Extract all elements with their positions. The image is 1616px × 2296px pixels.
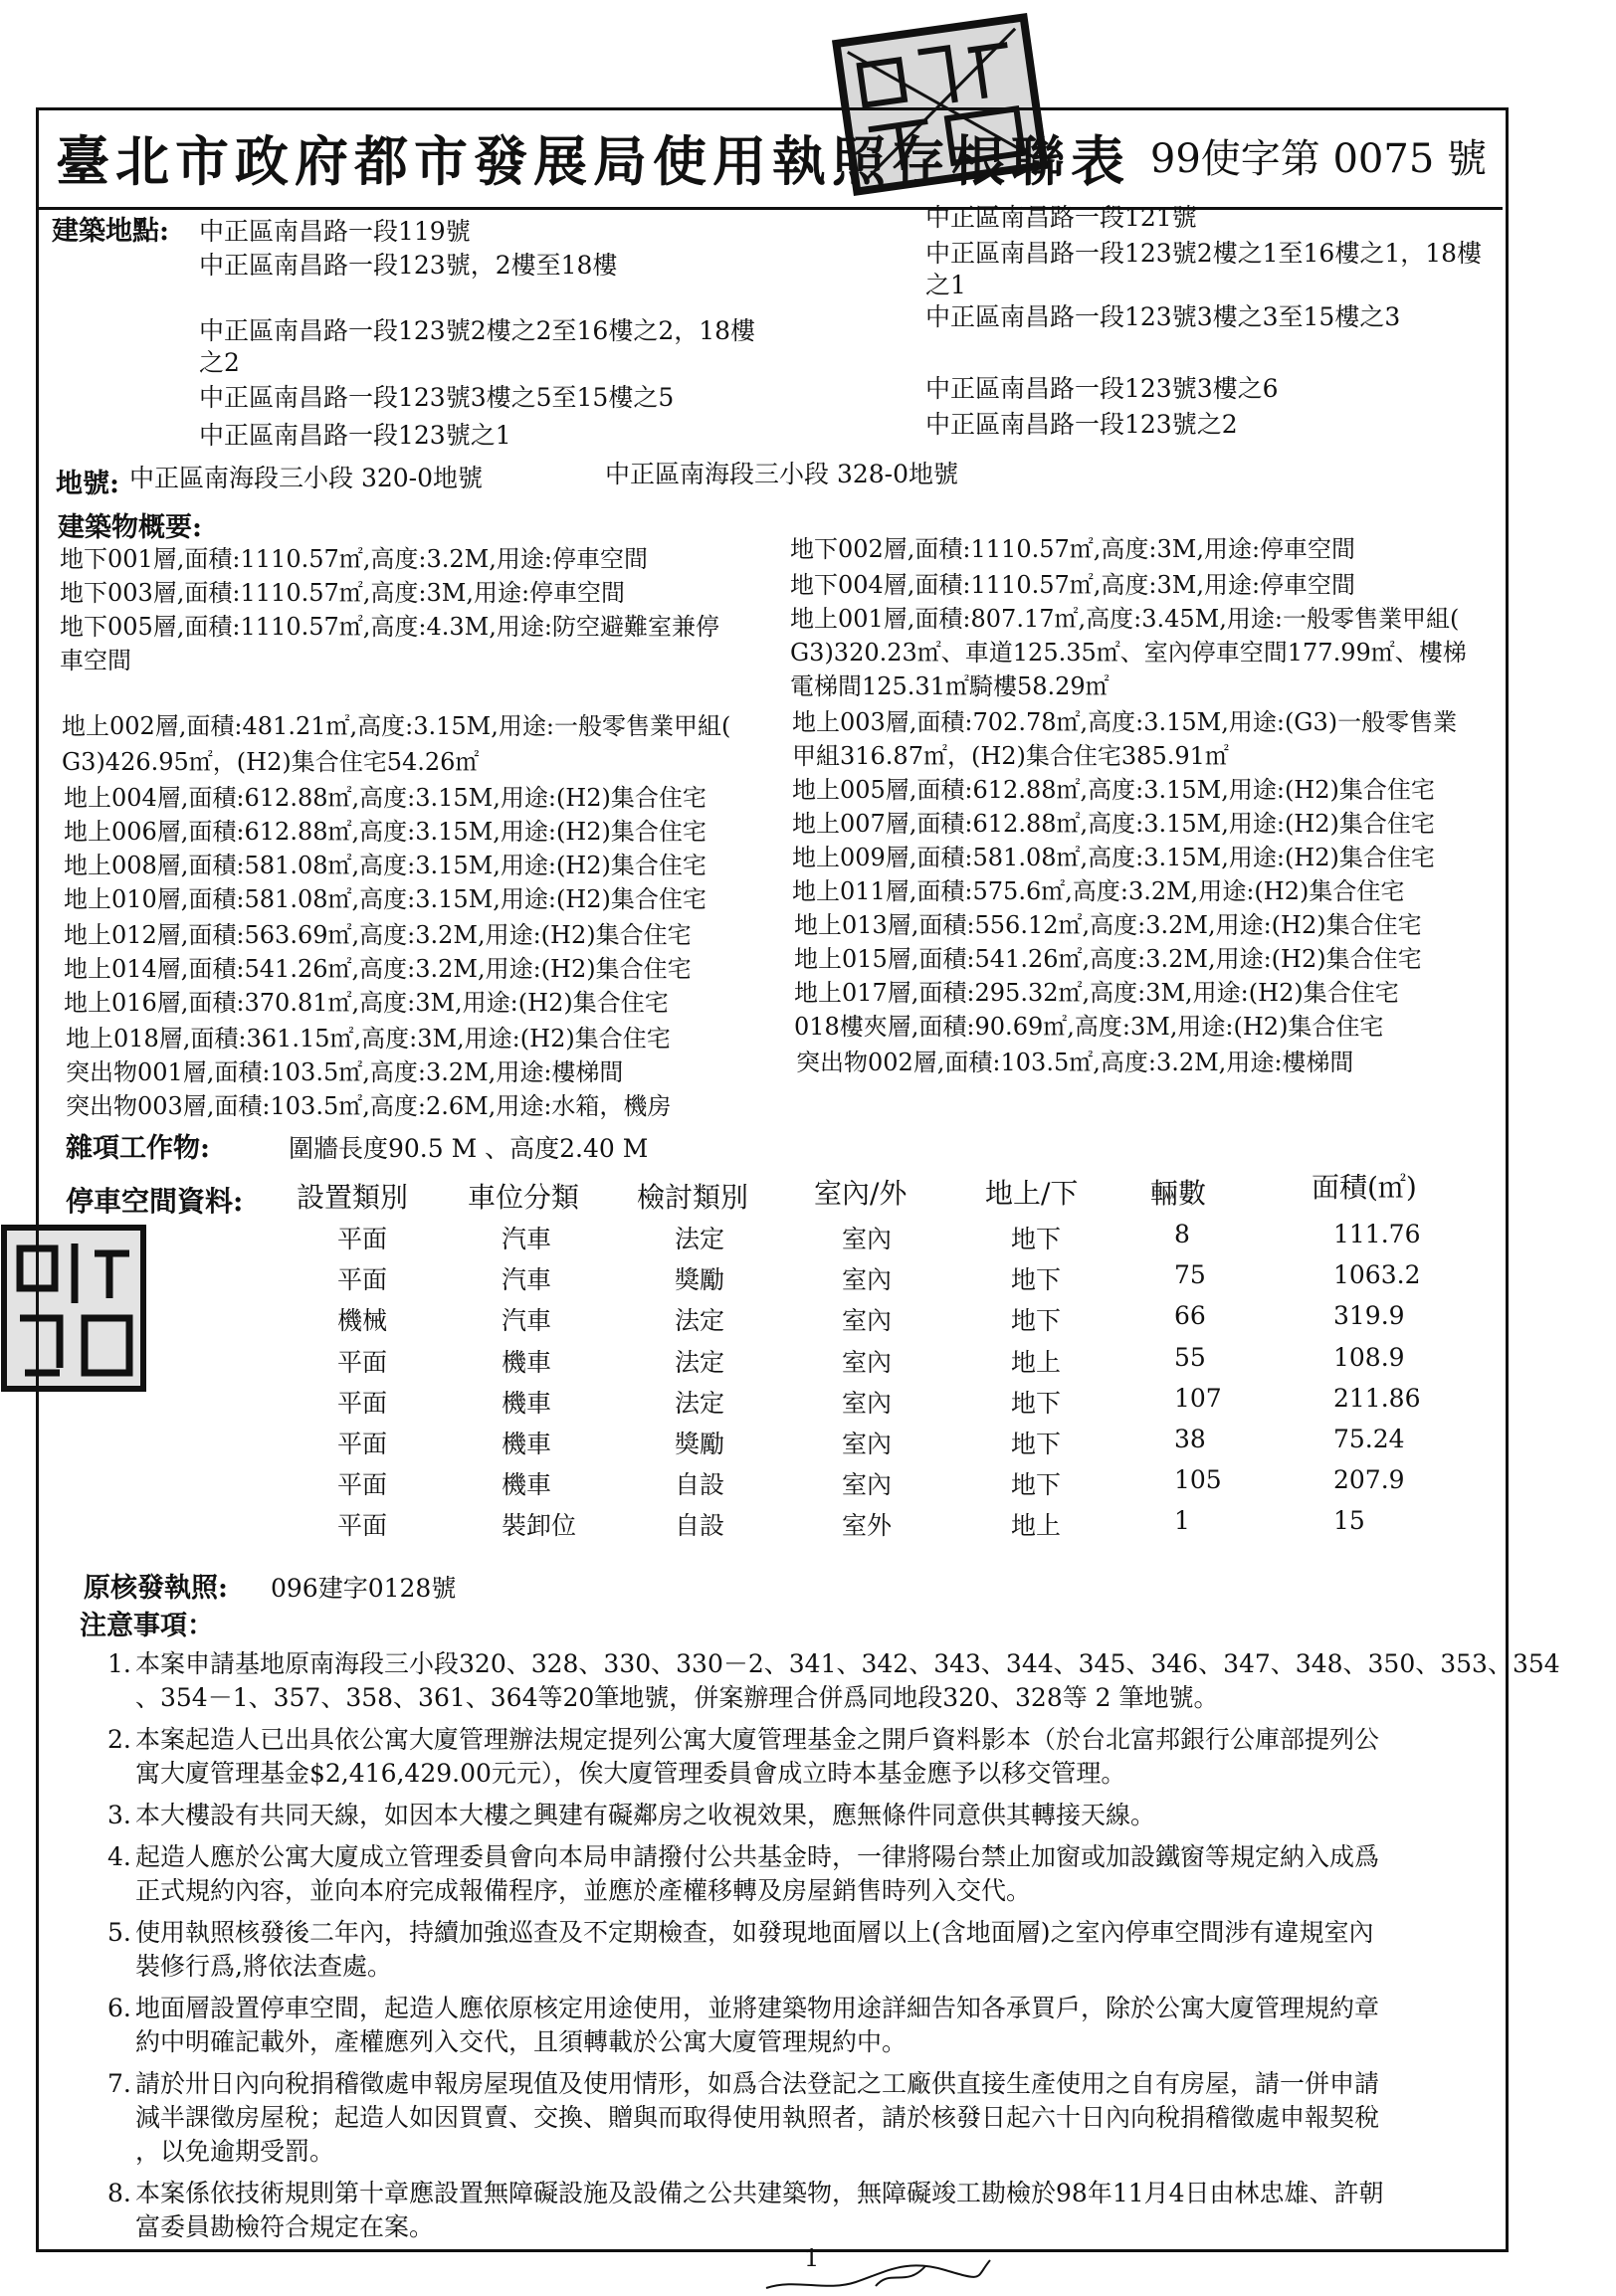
- parking-cell: 獎勵: [675, 1265, 725, 1294]
- land-label: 地號:: [56, 469, 119, 499]
- floor-row: 地上014層,面積:541.26㎡,高度:3.2M,用途:(H2)集合住宅: [64, 955, 692, 983]
- location-right-4: 中正區南昌路一段123號3樓之6: [925, 374, 1279, 403]
- floor-row: 突出物003層,面積:103.5㎡,高度:2.6M,用途:水箱，機房: [66, 1092, 672, 1120]
- floor-row: 地上005層,面積:612.88㎡,高度:3.15M,用途:(H2)集合住宅: [792, 776, 1435, 804]
- parking-cell: 平面: [337, 1470, 388, 1499]
- parking-header: 設置類別: [297, 1181, 409, 1214]
- parking-cell: 15: [1333, 1506, 1365, 1535]
- floor-row: 突出物001層,面積:103.5㎡,高度:3.2M,用途:樓梯間: [66, 1058, 624, 1086]
- floor-row: 地上002層,面積:481.21㎡,高度:3.15M,用途:一般零售業甲組(: [62, 712, 731, 740]
- floor-row: G3)320.23㎡、車道125.35㎡、室內停車空間177.99㎡、樓梯: [790, 639, 1467, 667]
- note-line: 使用執照核發後二年內，持續加強巡查及不定期檢查，如發現地面層以上(含地面層)之室內停車空間涉有違規室內: [135, 1918, 1374, 1947]
- note-line: 正式規約內容，並向本府完成報備程序，並應於產權移轉及房屋銷售時列入交代。: [135, 1876, 1032, 1905]
- parking-cell: 地下: [1011, 1470, 1062, 1499]
- building-label: 建築物概要:: [58, 512, 202, 543]
- parking-cell: 室內: [842, 1430, 893, 1458]
- note-number: 4.: [107, 1842, 131, 1871]
- parking-cell: 地上: [1011, 1511, 1062, 1540]
- parking-label: 停車空間資料:: [66, 1185, 244, 1218]
- floor-row: 地上012層,面積:563.69㎡,高度:3.2M,用途:(H2)集合住宅: [64, 921, 692, 949]
- note-number: 6.: [107, 1994, 131, 2022]
- floor-row: 地上013層,面積:556.12㎡,高度:3.2M,用途:(H2)集合住宅: [794, 911, 1422, 939]
- note-line: 請於卅日內向稅捐稽徵處申報房屋現值及使用情形，如爲合法登記之工廠供直接生產使用之自有房屋，請一併申請: [135, 2069, 1380, 2098]
- document-title: 臺北市政府都市發展局使用執照存根聯表: [56, 129, 1130, 193]
- note-line: 富委員勘檢符合規定在案。: [135, 2212, 435, 2241]
- location-left-2: 中正區南昌路一段123號，2樓至18樓: [199, 251, 618, 280]
- parking-header: 檢討類別: [637, 1181, 749, 1214]
- parking-cell: 38: [1174, 1425, 1206, 1453]
- page-number: 1: [804, 2244, 820, 2272]
- parking-header: 車位分類: [468, 1181, 580, 1214]
- note-line: ，以免逾期受罰。: [135, 2137, 335, 2166]
- note-line: 寓大廈管理基金$2,416,429.00元元），俟大廈管理委員會成立時本基金應予以移交管理。: [135, 1759, 1126, 1788]
- parking-cell: 汽車: [502, 1225, 552, 1253]
- parking-cell: 111.76: [1333, 1220, 1421, 1248]
- parking-cell: 室內: [842, 1225, 893, 1253]
- parking-cell: 法定: [675, 1306, 725, 1335]
- location-left-3b: 之2: [199, 348, 240, 377]
- floor-row: 地上009層,面積:581.08㎡,高度:3.15M,用途:(H2)集合住宅: [792, 844, 1435, 871]
- floor-row: 地上001層,面積:807.17㎡,高度:3.45M,用途:一般零售業甲組(: [790, 605, 1460, 633]
- parking-cell: 室內: [842, 1348, 893, 1377]
- parking-cell: 地上: [1011, 1348, 1062, 1377]
- note-item: [107, 1840, 1520, 1908]
- parking-cell: 機車: [502, 1430, 552, 1458]
- note-line: 本案係依技術規則第十章應設置無障礙設施及設備之公共建築物，無障礙竣工勘檢於98年11月4日由林忠雄、許朝: [135, 2179, 1384, 2207]
- parking-cell: 平面: [337, 1389, 388, 1418]
- floor-row: 地下004層,面積:1110.57㎡,高度:3M,用途:停車空間: [790, 571, 1356, 599]
- note-item: [107, 1799, 1520, 1832]
- parking-cell: 自設: [675, 1470, 725, 1499]
- note-item: [107, 1992, 1520, 2059]
- parking-cell: 211.86: [1333, 1384, 1421, 1413]
- parking-cell: 平面: [337, 1348, 388, 1377]
- parking-cell: 機械: [337, 1306, 388, 1335]
- floor-row: G3)426.95㎡，(H2)集合住宅54.26㎡: [62, 748, 480, 776]
- misc-label: 雜項工作物:: [66, 1133, 210, 1164]
- floor-row: 地下001層,面積:1110.57㎡,高度:3.2M,用途:停車空間: [60, 545, 648, 573]
- parking-cell: 地下: [1011, 1265, 1062, 1294]
- floor-row: 地上008層,面積:581.08㎡,高度:3.15M,用途:(H2)集合住宅: [64, 852, 707, 879]
- note-item: [107, 1647, 1560, 1715]
- parking-cell: 207.9: [1333, 1465, 1405, 1494]
- location-left-3: 中正區南昌路一段123號2樓之2至16樓之2，18樓: [199, 316, 756, 345]
- note-line: 本案起造人已出具依公寓大廈管理辦法規定提列公寓大廈管理基金之開戶資料影本（於台北富邦銀行公庫部提列公: [135, 1725, 1380, 1754]
- parking-header: 輛數: [1150, 1177, 1207, 1210]
- parking-cell: 1063.2: [1333, 1260, 1421, 1289]
- notes-label: 注意事項：: [80, 1611, 214, 1641]
- parking-cell: 75.24: [1333, 1425, 1405, 1453]
- parking-cell: 108.9: [1333, 1343, 1405, 1372]
- floor-row: 地下002層,面積:1110.57㎡,高度:3M,用途:停車空間: [790, 535, 1356, 563]
- floor-row: 地上017層,面積:295.32㎡,高度:3M,用途:(H2)集合住宅: [794, 979, 1399, 1007]
- parking-cell: 1: [1174, 1506, 1190, 1535]
- note-line: 起造人應於公寓大廈成立管理委員會向本局申請撥付公共基金時，一律將陽台禁止加窗或加設鐵窗等規定納入成爲: [135, 1842, 1380, 1871]
- note-line: 本大樓設有共同天線，如因本大樓之興建有礙鄰房之收視效果，應無條件同意供其轉接天線。: [135, 1801, 1156, 1829]
- parking-cell: 平面: [337, 1511, 388, 1540]
- floor-row: 018樓夾層,面積:90.69㎡,高度:3M,用途:(H2)集合住宅: [794, 1013, 1384, 1041]
- note-number: 3.: [107, 1801, 131, 1829]
- parking-cell: 獎勵: [675, 1430, 725, 1458]
- permit-number: 99使字第 0075 號: [1149, 136, 1487, 182]
- parking-cell: 汽車: [502, 1306, 552, 1335]
- parking-cell: 室外: [842, 1511, 893, 1540]
- floor-row: 地上007層,面積:612.88㎡,高度:3.15M,用途:(H2)集合住宅: [792, 810, 1435, 838]
- location-right-5: 中正區南昌路一段123號之2: [925, 410, 1238, 439]
- parking-cell: 室內: [842, 1306, 893, 1335]
- parking-cell: 平面: [337, 1430, 388, 1458]
- note-item: [107, 2177, 1520, 2244]
- parking-cell: 機車: [502, 1470, 552, 1499]
- floor-row: 地上016層,面積:370.81㎡,高度:3M,用途:(H2)集合住宅: [64, 989, 669, 1017]
- floor-row: 地下005層,面積:1110.57㎡,高度:4.3M,用途:防空避難室兼停: [60, 613, 719, 641]
- title-bar: [36, 107, 1503, 210]
- parking-cell: 地下: [1011, 1225, 1062, 1253]
- parking-cell: 107: [1174, 1384, 1222, 1413]
- location-right-1: 中正區南昌路一段121號: [925, 203, 1197, 232]
- note-number: 2.: [107, 1725, 131, 1754]
- floor-row: 地上011層,面積:575.6㎡,高度:3.2M,用途:(H2)集合住宅: [792, 877, 1405, 905]
- parking-cell: 室內: [842, 1470, 893, 1499]
- note-number: 8.: [107, 2179, 131, 2207]
- floor-row: 電梯間125.31㎡騎樓58.29㎡: [790, 672, 1110, 700]
- location-label: 建築地點:: [52, 216, 169, 247]
- parking-cell: 平面: [337, 1265, 388, 1294]
- misc-value: 圍牆長度90.5 M 、高度2.40 M: [289, 1134, 649, 1163]
- note-number: 1.: [107, 1649, 131, 1678]
- parking-cell: 319.9: [1333, 1301, 1405, 1330]
- handwritten-signature: [756, 2248, 995, 2296]
- note-number: 7.: [107, 2069, 131, 2098]
- parking-cell: 室內: [842, 1265, 893, 1294]
- location-left-1: 中正區南昌路一段119號: [199, 217, 471, 246]
- floor-row: 地上004層,面積:612.88㎡,高度:3.15M,用途:(H2)集合住宅: [64, 784, 707, 812]
- note-number: 5.: [107, 1918, 131, 1947]
- parking-cell: 室內: [842, 1389, 893, 1418]
- note-line: 裝修行爲,將依法查處。: [135, 1952, 392, 1981]
- floor-row: 甲組316.87㎡，(H2)集合住宅385.91㎡: [792, 742, 1229, 770]
- original-permit-value: 096建字0128號: [271, 1574, 457, 1603]
- note-item: [107, 2067, 1520, 2169]
- parking-cell: 平面: [337, 1225, 388, 1253]
- note-line: 約中明確記載外，產權應列入交代，且須轉載於公寓大廈管理規約中。: [135, 2027, 908, 2056]
- parking-cell: 法定: [675, 1389, 725, 1418]
- location-right-2: 中正區南昌路一段123號2樓之1至16樓之1，18樓: [925, 239, 1483, 268]
- note-line: 地面層設置停車空間，起造人應依原核定用途使用，並將建築物用途詳細告知各承買戶，除於公寓大廈管理規約章: [135, 1994, 1380, 2022]
- parking-cell: 地下: [1011, 1389, 1062, 1418]
- floor-row: 突出物002層,面積:103.5㎡,高度:3.2M,用途:樓梯間: [796, 1049, 1354, 1076]
- parking-header: 地上/下: [985, 1177, 1079, 1210]
- original-permit-label: 原核發執照:: [84, 1573, 228, 1604]
- location-right-3: 中正區南昌路一段123號3樓之3至15樓之3: [925, 302, 1401, 331]
- parking-cell: 機車: [502, 1348, 552, 1377]
- floor-row: 地上010層,面積:581.08㎡,高度:3.15M,用途:(H2)集合住宅: [64, 885, 707, 913]
- parking-cell: 汽車: [502, 1265, 552, 1294]
- land-value-2: 中正區南海段三小段 328-0地號: [605, 460, 959, 488]
- floor-row: 地下003層,面積:1110.57㎡,高度:3M,用途:停車空間: [60, 579, 626, 607]
- note-item: [107, 1916, 1520, 1984]
- note-line: 減半課徵房屋稅；起造人如因買賣、交換、贈與而取得使用執照者，請於核發日起六十日內向稅捐稽徵處申報契稅: [135, 2103, 1380, 2132]
- parking-cell: 66: [1174, 1301, 1206, 1330]
- land-value-1: 中正區南海段三小段 320-0地號: [129, 464, 484, 492]
- parking-cell: 8: [1174, 1220, 1190, 1248]
- parking-header: 室內/外: [814, 1177, 908, 1210]
- parking-cell: 自設: [675, 1511, 725, 1540]
- parking-cell: 55: [1174, 1343, 1206, 1372]
- parking-cell: 地下: [1011, 1306, 1062, 1335]
- floor-row: 地上006層,面積:612.88㎡,高度:3.15M,用途:(H2)集合住宅: [64, 818, 707, 846]
- location-right-2b: 之1: [925, 271, 966, 299]
- parking-header: 面積(㎡): [1312, 1171, 1417, 1204]
- note-item: [107, 1723, 1520, 1791]
- floor-row: 地上015層,面積:541.26㎡,高度:3.2M,用途:(H2)集合住宅: [794, 945, 1422, 973]
- parking-cell: 法定: [675, 1225, 725, 1253]
- floor-row: 地上003層,面積:702.78㎡,高度:3.15M,用途:(G3)一般零售業: [792, 708, 1458, 736]
- parking-cell: 地下: [1011, 1430, 1062, 1458]
- parking-cell: 75: [1174, 1260, 1206, 1289]
- parking-cell: 機車: [502, 1389, 552, 1418]
- location-left-4: 中正區南昌路一段123號3樓之5至15樓之5: [199, 383, 675, 412]
- floor-row: 車空間: [60, 647, 131, 674]
- location-left-5: 中正區南昌路一段123號之1: [199, 421, 511, 450]
- parking-cell: 裝卸位: [502, 1511, 577, 1540]
- note-line: 、354－1、357、358、361、364等20筆地號，併案辦理合併爲同地段320、328等 2 筆地號。: [135, 1683, 1219, 1712]
- parking-cell: 105: [1174, 1465, 1222, 1494]
- parking-cell: 法定: [675, 1348, 725, 1377]
- floor-row: 地上018層,面積:361.15㎡,高度:3M,用途:(H2)集合住宅: [66, 1025, 671, 1052]
- note-line: 本案申請基地原南海段三小段320、328、330、330－2、341、342、343、344、345、346、347、348、350、353、354: [135, 1649, 1560, 1678]
